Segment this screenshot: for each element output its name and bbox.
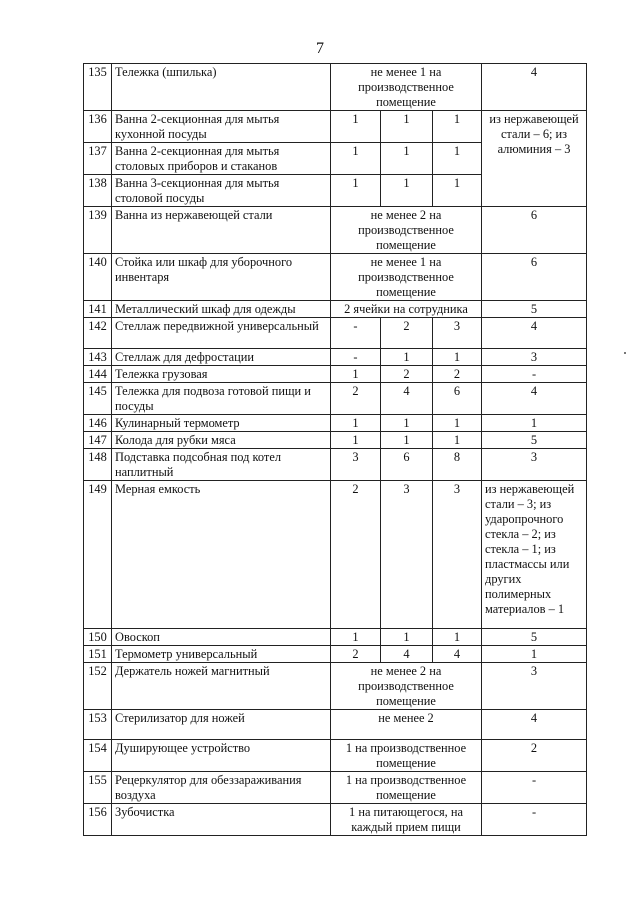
table-row xyxy=(84,646,587,663)
note-cell: 1 xyxy=(482,646,587,663)
item-name: Держатель ножей магнитный xyxy=(112,663,331,710)
table-row xyxy=(84,710,587,740)
item-name: Термометр универсальный xyxy=(112,646,331,663)
row-number: 152 xyxy=(84,663,112,710)
table-row xyxy=(84,64,587,111)
quantity-cell: 1 xyxy=(433,432,482,449)
table-row xyxy=(84,207,587,254)
note-cell: из нержавеющей стали – 6; из алюминия – 3 xyxy=(482,111,587,207)
quantity-cell: 3 xyxy=(381,481,433,629)
note-cell: 3 xyxy=(482,449,587,481)
quantity-cell: 6 xyxy=(433,383,482,415)
note-cell: 6 xyxy=(482,207,587,254)
quantity-cell: 1 xyxy=(381,349,433,366)
item-name: Зубочистка xyxy=(112,804,331,836)
item-name: Стойка или шкаф для уборочного инвентаря xyxy=(112,254,331,301)
quantity-merged: 1 на производственное помещение xyxy=(331,740,482,772)
quantity-cell: 4 xyxy=(433,646,482,663)
table-row xyxy=(84,740,587,772)
row-number: 147 xyxy=(84,432,112,449)
row-number: 137 xyxy=(84,143,112,175)
quantity-cell: 1 xyxy=(331,366,381,383)
item-name: Овоскоп xyxy=(112,629,331,646)
row-number: 156 xyxy=(84,804,112,836)
quantity-cell: 1 xyxy=(331,143,381,175)
row-number: 141 xyxy=(84,301,112,318)
quantity-cell: 1 xyxy=(331,432,381,449)
quantity-cell: 4 xyxy=(381,383,433,415)
quantity-cell: 3 xyxy=(331,449,381,481)
quantity-cell: 1 xyxy=(433,143,482,175)
note-cell: 1 xyxy=(482,415,587,432)
quantity-cell: 1 xyxy=(331,415,381,432)
quantity-cell: 2 xyxy=(433,366,482,383)
table-row xyxy=(84,449,587,481)
item-name: Ванна 3-секционная для мытья столовой посуды xyxy=(112,175,331,207)
note-cell: 4 xyxy=(482,64,587,111)
quantity-cell: 2 xyxy=(381,366,433,383)
item-name: Ванна из нержавеющей стали xyxy=(112,207,331,254)
quantity-merged: не менее 1 на производственное помещение xyxy=(331,254,482,301)
quantity-cell: 1 xyxy=(381,111,433,143)
quantity-cell: 2 xyxy=(331,383,381,415)
item-name: Тележка (шпилька) xyxy=(112,64,331,111)
quantity-cell: 1 xyxy=(433,111,482,143)
item-name: Ванна 2-секционная для мытья столовых приборов и стаканов xyxy=(112,143,331,175)
quantity-cell: 1 xyxy=(331,111,381,143)
equipment-table xyxy=(83,63,587,836)
note-cell: - xyxy=(482,366,587,383)
quantity-cell: 1 xyxy=(433,349,482,366)
quantity-cell: 1 xyxy=(433,415,482,432)
item-name: Ванна 2-секционная для мытья кухонной посуды xyxy=(112,111,331,143)
table-row xyxy=(84,383,587,415)
item-name: Стеллаж для дефростации xyxy=(112,349,331,366)
item-name: Колода для рубки мяса xyxy=(112,432,331,449)
table-row xyxy=(84,804,587,836)
quantity-merged: не менее 2 на производственное помещение xyxy=(331,663,482,710)
row-number: 146 xyxy=(84,415,112,432)
table-row xyxy=(84,366,587,383)
table-row xyxy=(84,432,587,449)
quantity-merged: не менее 1 на производственное помещение xyxy=(331,64,482,111)
quantity-cell: 1 xyxy=(433,629,482,646)
quantity-cell: 2 xyxy=(331,646,381,663)
row-number: 136 xyxy=(84,111,112,143)
quantity-cell: 1 xyxy=(381,143,433,175)
item-name: Душирующее устройство xyxy=(112,740,331,772)
row-number: 135 xyxy=(84,64,112,111)
table-row xyxy=(84,663,587,710)
table-row xyxy=(84,254,587,301)
quantity-cell: - xyxy=(331,349,381,366)
row-number: 149 xyxy=(84,481,112,629)
row-number: 153 xyxy=(84,710,112,740)
table-row xyxy=(84,629,587,646)
note-cell: 4 xyxy=(482,383,587,415)
quantity-merged: 2 ячейки на сотрудника xyxy=(331,301,482,318)
scan-speck xyxy=(624,352,626,354)
quantity-cell: 1 xyxy=(381,432,433,449)
row-number: 151 xyxy=(84,646,112,663)
table-row xyxy=(84,415,587,432)
quantity-merged: 1 на производственное помещение xyxy=(331,772,482,804)
note-cell: 4 xyxy=(482,710,587,740)
item-name: Тележка для подвоза готовой пищи и посуды xyxy=(112,383,331,415)
item-name: Подставка подсобная под котел наплитный xyxy=(112,449,331,481)
quantity-cell: 1 xyxy=(381,629,433,646)
table-row xyxy=(84,301,587,318)
quantity-merged: 1 на питающегося, на каждый прием пищи xyxy=(331,804,482,836)
row-number: 143 xyxy=(84,349,112,366)
quantity-merged: не менее 2 на производственное помещение xyxy=(331,207,482,254)
quantity-cell: 2 xyxy=(381,318,433,349)
quantity-cell: 3 xyxy=(433,318,482,349)
item-name: Рецеркулятор для обеззараживания воздуха xyxy=(112,772,331,804)
row-number: 150 xyxy=(84,629,112,646)
item-name: Стерилизатор для ножей xyxy=(112,710,331,740)
table-row xyxy=(84,318,587,349)
quantity-cell: 4 xyxy=(381,646,433,663)
item-name: Стеллаж передвижной универсальный xyxy=(112,318,331,349)
item-name: Тележка грузовая xyxy=(112,366,331,383)
item-name: Мерная емкость xyxy=(112,481,331,629)
note-cell: 5 xyxy=(482,432,587,449)
note-cell: 4 xyxy=(482,318,587,349)
quantity-cell: 1 xyxy=(331,175,381,207)
item-name: Кулинарный термометр xyxy=(112,415,331,432)
quantity-cell: 6 xyxy=(381,449,433,481)
quantity-cell: - xyxy=(331,318,381,349)
table-row xyxy=(84,349,587,366)
quantity-cell: 8 xyxy=(433,449,482,481)
row-number: 140 xyxy=(84,254,112,301)
quantity-cell: 2 xyxy=(331,481,381,629)
quantity-cell: 1 xyxy=(331,629,381,646)
row-number: 148 xyxy=(84,449,112,481)
note-cell: 5 xyxy=(482,301,587,318)
note-cell: 2 xyxy=(482,740,587,772)
row-number: 138 xyxy=(84,175,112,207)
note-cell: 5 xyxy=(482,629,587,646)
quantity-cell: 1 xyxy=(381,415,433,432)
row-number: 155 xyxy=(84,772,112,804)
quantity-cell: 1 xyxy=(433,175,482,207)
table-row xyxy=(84,481,587,629)
quantity-cell: 1 xyxy=(381,175,433,207)
note-cell: - xyxy=(482,804,587,836)
note-cell: 3 xyxy=(482,663,587,710)
table-row xyxy=(84,772,587,804)
item-name: Металлический шкаф для одежды xyxy=(112,301,331,318)
note-cell: - xyxy=(482,772,587,804)
table-row xyxy=(84,111,587,143)
row-number: 144 xyxy=(84,366,112,383)
page-number: 7 xyxy=(316,40,324,57)
row-number: 142 xyxy=(84,318,112,349)
note-cell: 6 xyxy=(482,254,587,301)
note-cell: из нержавеющей стали – 3; из ударопрочного стекла – 2; из стекла – 1; из пластмассы или других полимерных материалов – 1 xyxy=(482,481,587,629)
row-number: 154 xyxy=(84,740,112,772)
note-cell: 3 xyxy=(482,349,587,366)
row-number: 145 xyxy=(84,383,112,415)
row-number: 139 xyxy=(84,207,112,254)
quantity-merged: не менее 2 xyxy=(331,710,482,740)
quantity-cell: 3 xyxy=(433,481,482,629)
